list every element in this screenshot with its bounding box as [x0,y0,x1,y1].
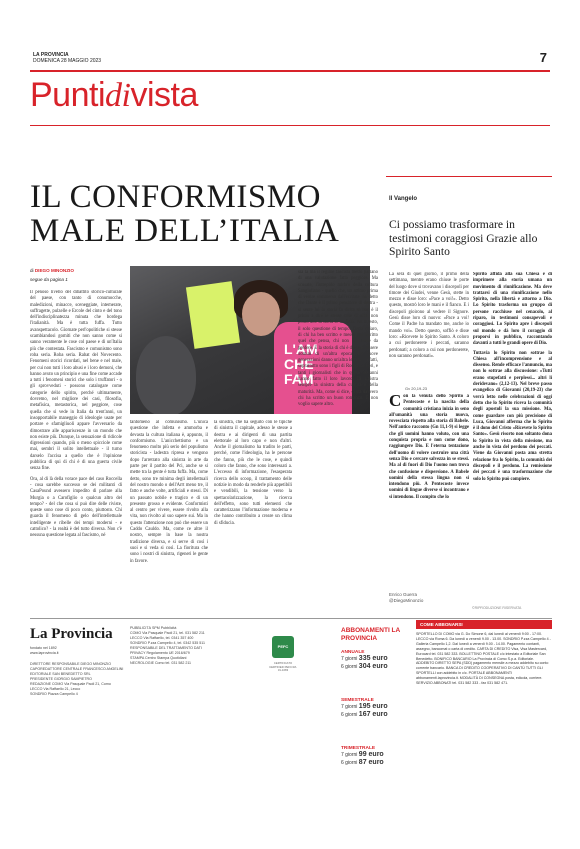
footer-logo: La Provincia [30,626,113,642]
gospel-text [389,272,469,384]
founded-text: fondato nel 1892 [30,646,57,650]
sidebar-tag: Il Vangelo [389,196,418,202]
subscriptions-title: ABBONAMENTI LA PROVINCIA [341,627,400,642]
gospel-right-text: Spirito affida alla sua Chiesa è di imprimere alla storia umana un movimento di riunificazione. Ma deve trattarsi di una riunificazione nello Spirito, nella libertà e attorno a Dio. Lo Spirito trasforma un gruppo di persone racchiuse nel cenacolo, al riparo, in testimoni consapevoli e coraggiosi. Lo Spirito apre i discepoli sul mondo e dà loro il coraggio di proporsi in pubblico, raccontando davanti a tutti le grandi opere di Dio. [473,272,552,347]
subscription-label: ANNUALE [341,650,365,655]
byline [30,268,74,283]
site-text: www.laprovincia.it [30,651,59,655]
pink-shirt: L'AM CHE FAM [274,322,352,414]
article-column-1 [30,290,122,614]
article-col1b-text: Ora, al di là della vorace pace del caso Roccella - cosa sarebbe successo se dei militanti di CasaPound avessero impedito di parlare alla Murgia o a Carofiglio o qualcun altro del tempo? - del che cosa si può dire delle riviste, queste sono cose di poco conto, piuttosto. Chi guarda il fenomeno di gelo dell'intellettuale intelligente e ribelle dei tempi moderni - e cattolico? - la realtà è del tutto diversa. Non c'è nessuna questione legata al fascismo, né [30,476,122,539]
article-col3-text: la sinistra, che ha seguito con le tipiche di sinistra il capitale, adesso le stesse a destra e ai dirigenti di una partita elettorale al loro capo e non d'altri. Anche il giornalismo ha tradito le parti, perché, come l'ideologia, ha le persone che fanno, più che le cose, e quindi coloro che fanno, che sono interessati a. L'eccesso di informazione, l'esasperata ricerca dello scoop, il trattamento delle notizie in modo da renderle più appetibili e vendibili, la tensione verso la spettacolarizzazione, la ricerca dell'effetto, sono tutti elementi che caratterizzano l'informazione moderna e che hanno contribuito a creare un clima di sfiducia. [214,420,292,526]
sub-days: 6 giorni [341,760,358,766]
sub-price: 195 euro [358,703,388,710]
crowd-shape [136,336,196,414]
section-title-part1: Punti [30,76,105,114]
section-bottom-rule [30,125,550,126]
subscription-label: TRIMESTRALE [341,746,376,751]
services-title: COME ABBONARSI [416,620,552,629]
footer-rule [30,618,552,619]
masthead [33,52,101,64]
sub-price: 335 euro [358,655,388,662]
masthead-name: LA PROVINCIA [33,52,69,58]
comment-text-2: Tuttavia lo Spirito non sottrae la Chiesa all'incomprensione e al dissenso. Rende efficace l'annuncio, ma non lo sottrae alla discussione: «Tutti erano stupefatti e perplessi... altri li deridevano» (2,12-13). Nel breve passo evangelico di Giovanni (20,19-23) che verrà letto nelle celebrazioni di oggi detto che lo Spirito riceva la comunità degli apostoli la sua missione. Ma, come guardare con più precisione di Luca, Giovanni afferma che lo Spirito è il dono del Cristo «Ricevete lo Spirito Santo». Gesù risorto non soltanto dona lo Spirito in vista della missione, ma anche in vista del perdono dei peccati. Viene da Giovanni posta ama stretta relazione fra lo Spirito, la comunità dei discepoli e il perdono. La remissione dei peccati è una trasformazione che solo lo Spirito può compiere. [473,350,552,482]
byline-author: DIEGO MINONZIO [34,268,74,273]
sidebar-comment-right [473,272,552,604]
sub-days: 7 giorni [341,752,358,758]
sub-days: 7 giorni [341,656,358,662]
sub-price: 167 euro [358,711,388,718]
gospel-reference: Gv 20,19-23 [405,386,428,391]
footer-info-col1: DIRETTORE RESPONSABILE DIEGO MINONZIO CAPOREDATTORE CENTRALE FRANCESCO ANGELINI EDITORIALE SAN BENEDETTO SRL PRESIDENTE GIORGIO SAMPIETRO REDAZIONE COMO Via Pasquale Paoli 21, Como LECCO Via Raffaello 21, Lecco SONDRIO Piazza Campello 4 [30,662,124,696]
rights-notice: ©RIPRODUZIONE RISERVATA [472,606,522,610]
dropcap: C [389,394,402,410]
article-col1-text: Il penoso livello del dibattito storico-culturale del paese, con tanto di conumocche, maledizioni, minacce, sceneggiate, intemerate, suffragette, pulzelle e Ercole del cinto e del tono dell'indisciplinatezza minuta che bordega l'italianità. Ma è tutta fuffa. Tutto avanspettacolo. Giornate perl'opolitiche si stesse scambiandosi gomiti che non sanno come si sanno veramente le cose col paese e di un'Italia più che contestata. Fascismo e comunismo sono roba seria. Roba seria. Rabat del Novecento. Fenomeni storici ricordati, nel bene e nel male, per cui non tutti i loro abusi e i loro demoni, che hanno avuto un principio e una fine come accade a tutti i fenomeni storici che solo i truffatori - o gli sprovveduti - possono catalogare come categorie dello spirito, perché ultimamente, dovremo, nel migliore dei casi, filosofia, metafisica, metastorica, nel peggiore, cose quella che si vede in Italia da trent'anni, un insopportabile maneggio di ideologie usate per portare e sfamigliuoli appare l'avversario da dimostrare alle appariscenze in un mondo che non esiste più. Dunque, la sensazione di ridicole digressioni quando, più o meno spicciole come mai, sembri il solito intellettuale - il turno darselo l'accisa a quello che è l'opinione pubblica di qui di chi è di una guerra civile senza fine. [30,290,122,472]
article-col2-text: tantomeno al comunismo. L'unica questione che infetta e ammorba e devasta la cultura italiana è, appunto, il conformismo. L'anicchettismo e un fenomeno molto più serio del populismo storicista - ladestra ripresa e vengono dopo l'arretrato alla sinistra in arte da parte per il partito del Pci, anche se si mette tra la gente è tutta fuffa. Ma, come detto, sono tre minima degli intellettuali del nostro mondo o dell'Arrt meno tre, il fatto e anche volte, artificiali e stessi. Di un passato nobile e tragico e di un presente grosso e evidente. Conformisti al centro per vivere, essere rivolto alla vita, non rivolto al suo sapere sui. Ma in questo l'attenzione non può che essere un Caddo Cauldo. Ma, come ce altre il nostro, sempre in base la nostra tradizione diversa, e si serve di così i suoi e si veda si così. La fioritura che sono i nostri di sinistra, rigeneri le gente in favore. [130,420,208,564]
article-col4-text: sia la ma il regime fascista metto parlano di una valutazione fatta peggiore. Ma scusate, l'intrepido mirbro della cultura Sangiuliano - quello che, un attimo prima di venire sommerso dall'ecritate, ha detto che Dante è il primo pensatore di destra - si sente lui la storia fa dirita se non è il primo a dire le stesse cose di altri, non posso dire la storia se un fatto. Per il resto, il solo questione di tempo. Detto chiaro, di chi ha ben scritto e messo per iscritto quel che pensa, chi non ha niente da perdere. E la storia di chi è davanti. Essere uomini di un'altra epoca. Le nuove generazioni danno un'altra lettura dei fatti, soprattutto sono i figli di Rosselli e Fori, e tanti i giornalisti che in questi 30 anni hanno fatto il loro lavoro. Di sinistra sempre la sinistra della cultura e della maturità. Ma, come si dice, ci sta davvero chi ha scritto un buon romanzo. E non voglio sapere altro. [298,270,378,408]
section-title-part2: di [105,77,131,114]
article-headline: IL CONFORMISMO MALE DELL’ITALIA [30,179,340,249]
footer-info-col2: PUBBLICITÀ SPM Pubblicità COMO Via Pasquale Paoli 21, tel. 031 582 211 LECCO Via Raffaello, tel. 0341 357 400 SONDRIO P.zza Campello 4, tel. 0342 535 511 RESPONSABILE DEL TRATTAMENTO DATI PRIVACY Regolamento UE 2016/679 STAMPA Centro Stampa Quotidiani NECROLOGIE Como tel. 031 582 211 [130,626,205,665]
sub-days: 7 giorni [341,704,358,710]
sub-days: 6 giorni [341,664,358,670]
section-title-part3: vista [130,76,198,114]
comment-text-1: on la venuta dello Spirito a Pentecoste e la nascita della comunità cristiana inizia in seno all'umanità una storia nuova, rovesciata rispetto alla storia di Babele. Nell'antico racconto (Gn 11,1-9) si legge che gli uomini hanno voluto, con una conquista propria e non come dono, raggiungere Dio. E l'eterna tentazione dell'uomo di volere costruire una città senza Dio e cercare salvezza in se stessi. Ma al di fuori di Dio l'uomo non trova che confusione e dispersione. A Babele uomini della stessa lingua non si intendono più. A Pentecoste invece uomini di lingue diverse si incontrano e si intendono. Il compito che lo [389,394,469,500]
article-column-3 [214,420,292,614]
byline-continued: segue da pagina 1 [30,277,68,282]
article-column-2 [130,420,208,614]
section-top-rule [30,70,550,72]
subscription-semestral [341,698,388,719]
sidebar-comment-1 [389,394,469,588]
sidebar-author [389,592,423,604]
byline-prefix: di [30,268,34,273]
footer-founded [30,646,110,656]
sidebar-headline: Ci possiamo trasformare in testimoni coraggiosi Grazie allo Spirito Santo [389,218,538,258]
pefc-caption: CERTIFICATO CERTIFIED PEFC/18-31-1083 [269,661,297,673]
subscription-quarterly [341,746,384,767]
subscription-annual [341,650,388,671]
protest-banner [186,281,240,349]
sub-price: 99 euro [358,751,384,758]
pefc-logo: PEFC [272,636,294,658]
sub-price: 304 euro [358,663,388,670]
author-handle: @DiegoMinonzio [389,598,424,603]
gospel-paragraph: La sera di quel giorno, il primo della settimana, mentre erano chiuse le porte del luogo dove si trovavano i discepoli per timore dei Giudei, venne Gesù, stette in mezzo e disse loro: «Pace a voi!». Detto questo, mostrò loro le mani e il fianco. E i discepoli gioirono al vedere il Signore. Gesù disse loro di nuovo: «Pace a voi! Come il Padre ha mandato me, anche io mando voi». Detto questo, soffiò e disse loro: «Ricevete lo Spirito Santo. A coloro a cui perdonerete i peccati, saranno perdonati; a coloro a cui non perdonerete, non saranno perdonati». [389,272,469,359]
sub-days: 6 giorni [341,712,358,718]
author-name: Enrico Guerra [389,592,418,597]
subscription-label: SEMESTRALE [341,698,374,703]
page-number: 7 [539,50,547,65]
masthead-date: DOMENICA 28 MAGGIO 2023 [33,58,102,64]
sub-price: 87 euro [358,759,384,766]
article-column-4 [298,270,378,590]
sidebar-rule [386,176,552,177]
section-title [30,76,198,115]
services-text: SPORTELLO DI COMO via G. Do Simone 6, dal lunedì al venerdì 9:00 - 17:00. LECCO via Roma 6. Da lunedì a venerdì 9.00 - 13.00. SONDRIO P.zza Campello 4 - Galleria Campello 1,2. Dal lunedì a venerdì 9.00 - 14.00. Pagamento contanti, assegno, bancomat o carta di credito. CARTA DI CREDITO Visa, Visa Mastercard, Eurocard tel. 031 582 333. BOLLETTINO POSTALE c/c intestato a Editoriale San Benedetto. BONIFICO BANCARIO La Provincia di Como S.p.a. Editoriale. ADDEBITO DIRETTO SEPA (SDD) pagamento mensile a mezzo addebito su conto corrente bancario. BANCA DI CREDITO COOPERATIVO DI CANTÙ TUTTI GLI SPORTELLI con addebito in c/c. PORTALE ABBONAMENTI abbonamenti.laprovincia.it. MODALITÀ DI CONSEGNA posta, edicola, corriere. SERVIZIO ABBONATI tel. 031 582 333 - fax 031 582 471. [416,632,551,686]
